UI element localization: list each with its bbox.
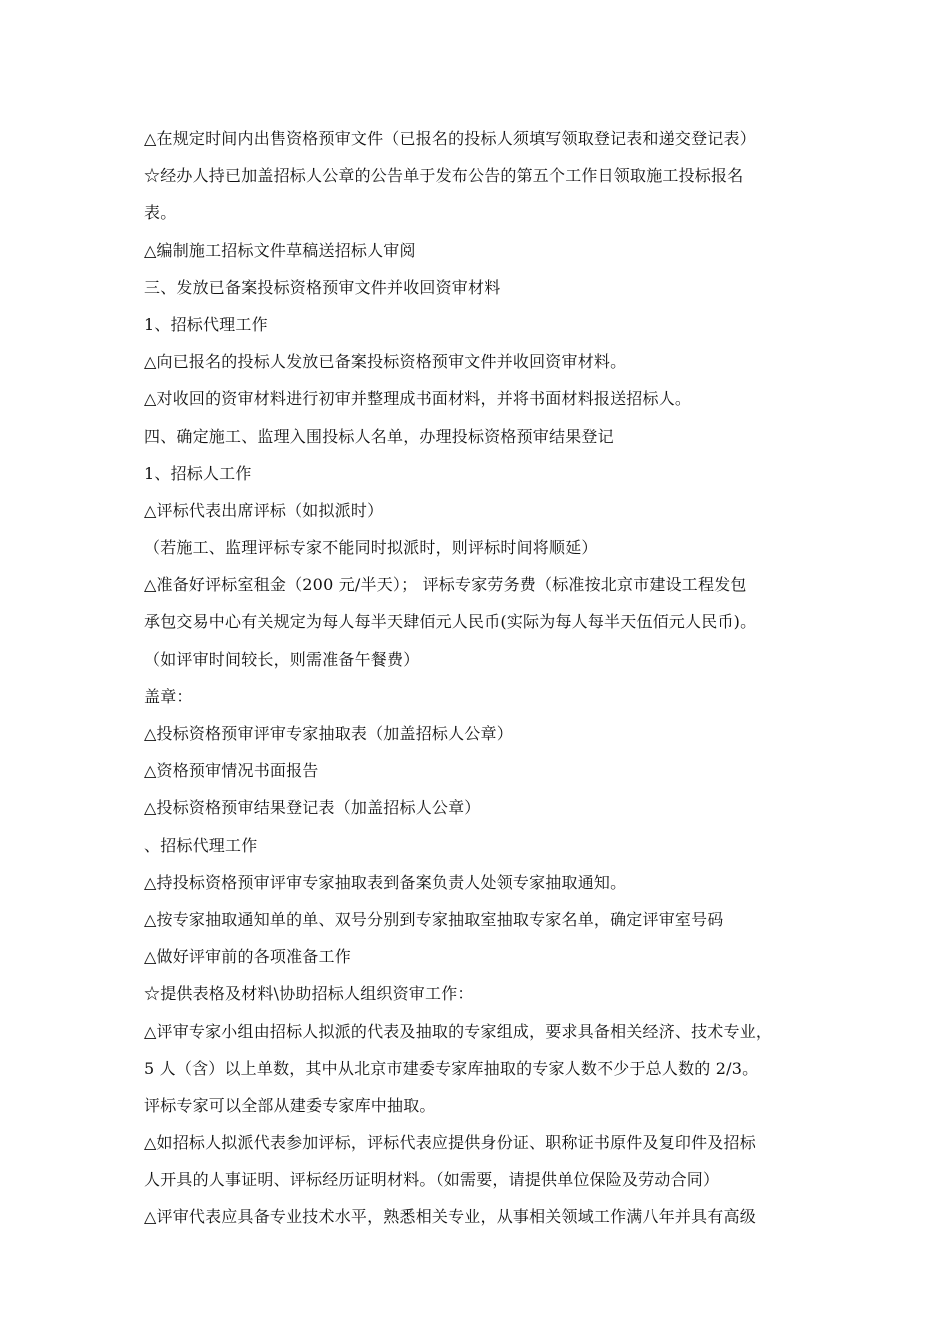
document-body [144,120,808,1236]
text-line: △投标资格预审评审专家抽取表（加盖招标人公章） [144,724,513,743]
subsection-heading: 1、招标人工作 [144,463,252,483]
text-line: （如评审时间较长，则需准备午餐费） [144,649,420,669]
text-line: △评审代表应具备专业技术水平，熟悉相关专业，从事相关领域工作满八年并具有高级 [144,1207,756,1227]
text-line: △投标资格预审结果登记表（加盖招标人公章） [144,798,481,818]
text-line: 人开具的人事证明、评标经历证明材料。（如需要，请提供单位保险及劳动合同） [144,1170,720,1190]
text-line: △做好评审前的各项准备工作 [144,947,351,967]
text-line: △准备好评标室租金（200 元/半天）； 评标专家劳务费（标准按北京市建设工程发包 [144,575,747,595]
text-line: △按专家抽取通知单的单、双号分别到专家抽取室抽取专家名单，确定评审室号码 [144,909,724,929]
text-line: △评标代表出席评标（如拟派时） [144,500,384,520]
text-line: （若施工、监理评标专家不能同时拟派时，则评标时间将顺延） [144,538,598,558]
text-line: △资格预审情况书面报告 [144,761,319,781]
text-line: △编制施工招标文件草稿送招标人审阅 [144,240,416,260]
text-line: 盖章： [144,686,193,706]
section-heading: 四、确定施工、监理入围投标人名单，办理投标资格预审结果登记 [144,426,614,446]
text-line: 承包交易中心有关规定为每人每半天肆佰元人民币(实际为每人每半天伍佰元人民币)。 [144,612,757,632]
text-line: 评标专家可以全部从建委专家库中抽取。 [144,1095,436,1115]
subsection-heading: 、招标代理工作 [144,835,258,855]
text-line: ☆提供表格及材料\协助招标人组织资审工作： [144,984,474,1004]
text-line: △对收回的资审材料进行初审并整理成书面材料，并将书面材料报送招标人。 [144,389,692,409]
text-line: △评审专家小组由招标人拟派的代表及抽取的专家组成，要求具备相关经济、技术专业， [144,1021,773,1041]
text-line: 表。 [144,203,177,223]
subsection-heading: 1、招标代理工作 [144,314,268,334]
text-line: 5 人（含）以上单数，其中从北京市建委专家库抽取的专家人数不少于总人数的 2/3。 [144,1058,759,1078]
text-line: △在规定时间内出售资格预审文件（已报名的投标人须填写领取登记表和递交登记表） [144,129,756,148]
text-line: △持投标资格预审评审专家抽取表到备案负责人处领专家抽取通知。 [144,872,627,892]
text-line: ☆经办人持已加盖招标人公章的公告单于发布公告的第五个工作日领取施工投标报名 [144,166,744,186]
text-line: △如招标人拟派代表参加评标，评标代表应提供身份证、职称证书原件及复印件及招标 [144,1133,756,1153]
text-line: △向已报名的投标人发放已备案投标资格预审文件并收回资审材料。 [144,352,627,372]
section-heading: 三、发放已备案投标资格预审文件并收回资审材料 [144,277,501,297]
